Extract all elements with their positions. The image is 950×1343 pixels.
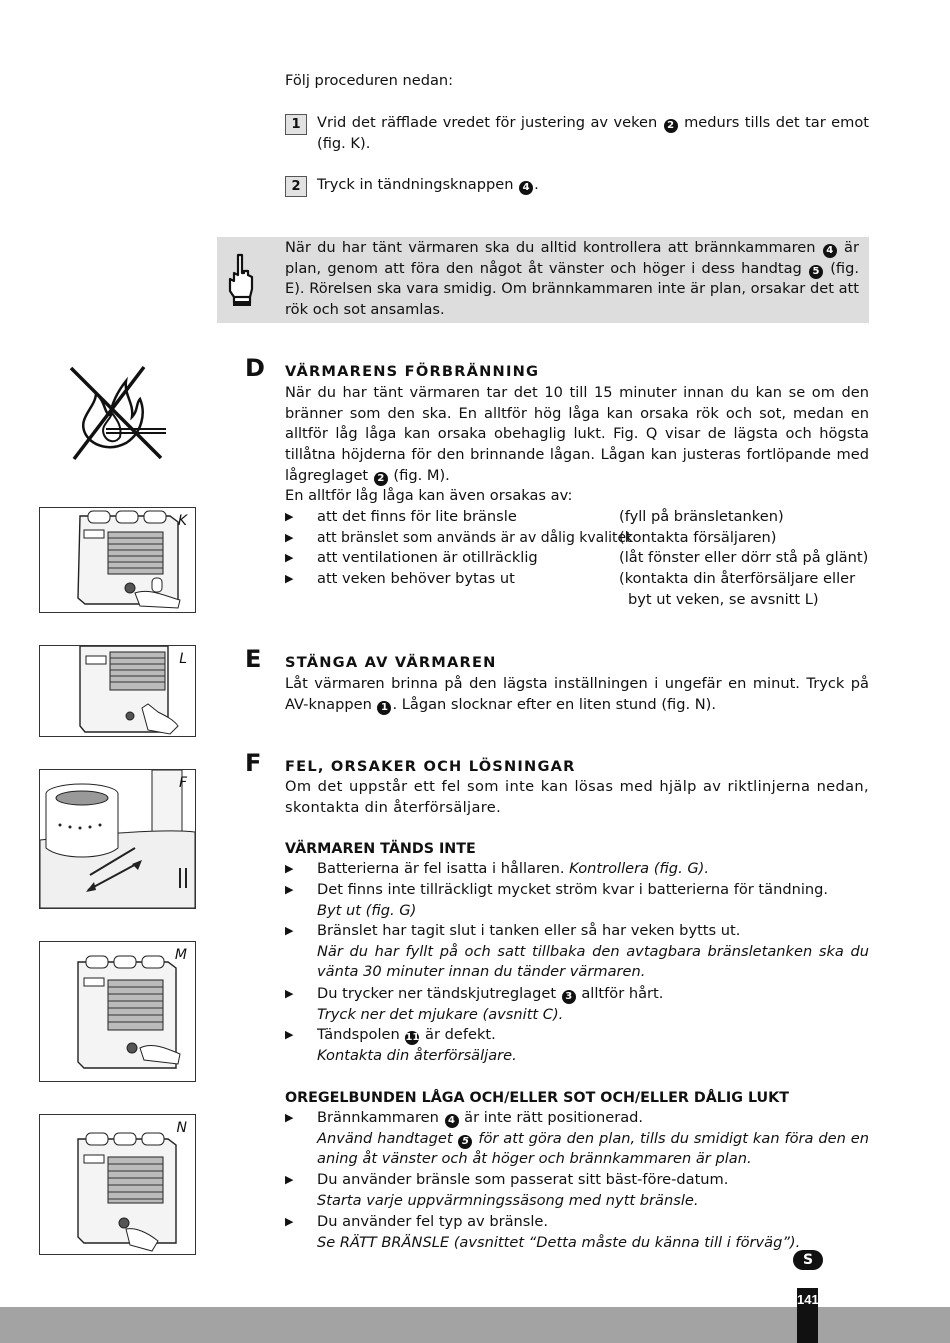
list-item: ▶ att det finns för lite bränsle (fyll på bränsletanken) bbox=[285, 508, 784, 525]
section-letter: D bbox=[245, 354, 265, 382]
figure-label: F bbox=[178, 775, 187, 791]
list-item-continuation: byt ut veken, se avsnitt L) bbox=[628, 591, 819, 608]
section-title: FEL, ORSAKER OCH LÖSNINGAR bbox=[285, 758, 576, 775]
part-number-badge: 1 bbox=[377, 701, 391, 715]
figure-m bbox=[39, 941, 196, 1082]
step-text: Tryck in tändningsknappen 4 . bbox=[317, 176, 539, 193]
heater-illustration bbox=[40, 942, 195, 1081]
part-number-badge: 2 bbox=[664, 119, 678, 133]
part-number-badge: 5 bbox=[809, 265, 823, 279]
figure-label: M bbox=[174, 947, 187, 963]
list-item: ▶ Du använder fel typ av bränsle. Se RÄTT BRÄNSLE (avsnittet “Detta måste du känna till i förväg”). bbox=[285, 1213, 801, 1251]
figure-f bbox=[39, 769, 196, 909]
list-item: ▶ Batterierna är fel isatta i hållaren. Kontrollera (fig. G). bbox=[285, 860, 709, 877]
section-title: STÄNGA AV VÄRMAREN bbox=[285, 654, 497, 671]
part-number-badge: 4 bbox=[519, 181, 533, 195]
list-item: ▶ Du trycker ner tändskjutreglaget 3 alltför hårt. Tryck ner det mjukare (avsnitt C). bbox=[285, 985, 664, 1023]
step-2 bbox=[285, 175, 869, 196]
list-item: ▶ att veken behöver bytas ut (kontakta din återförsäljare eller bbox=[285, 570, 856, 587]
figure-n bbox=[39, 1114, 196, 1255]
intro-text: Följ proceduren nedan: bbox=[285, 72, 454, 89]
part-number-badge: 5 bbox=[458, 1135, 472, 1149]
figure-k bbox=[39, 507, 196, 613]
figure-label: K bbox=[177, 513, 187, 529]
list-item: ▶ att ventilationen är otillräcklig (låt fönster eller dörr stå på glänt) bbox=[285, 549, 869, 566]
step-number: 2 bbox=[285, 176, 307, 197]
part-number-badge: 3 bbox=[562, 990, 576, 1004]
heater-illustration bbox=[40, 646, 195, 736]
list-item: ▶ Bränslet har tagit slut i tanken eller så har veken bytts ut. När du har fyllt på och satt tillbaka den avtagbara bränsletanken ska du vänta 30 minuter innan du tänder värmaren. bbox=[285, 922, 869, 981]
list-item: ▶ Du använder bränsle som passerat sitt bäst-före-datum. Starta varje uppvärmningssäsong med nytt bränsle. bbox=[285, 1171, 729, 1209]
section-letter: F bbox=[245, 749, 262, 777]
burner-illustration bbox=[40, 770, 195, 908]
note-box bbox=[217, 237, 869, 323]
language-badge: S bbox=[793, 1250, 823, 1270]
subheading: VÄRMAREN TÄNDS INTE bbox=[285, 841, 476, 857]
note-text: När du har tänt värmaren ska du alltid kontrollera att brännkammaren 4 är plan, genom att föra den något åt vänster och höger i dess handtag 5 (fig. E). Rörelsen ska vara smidig. Om brännkammaren inte är plan, orsakar det att rök och sot ansamlas. bbox=[285, 239, 859, 319]
figure-label: L bbox=[179, 651, 187, 667]
section-letter: E bbox=[245, 645, 262, 673]
section-body: Om det uppstår ett fel som inte kan lösas med hjälp av riktlinjerna nedan, skontakta din återförsäljare. bbox=[285, 778, 869, 816]
subheading: OREGELBUNDEN LÅGA OCH/ELLER SOT OCH/ELLER DÅLIG LUKT bbox=[285, 1090, 789, 1106]
page-number: 141 bbox=[797, 1288, 818, 1343]
figure-label: N bbox=[176, 1120, 187, 1136]
part-number-badge: 4 bbox=[445, 1114, 459, 1128]
list-item: ▶ Brännkammaren 4 är inte rätt positionerad. Använd handtaget 5 för att göra den plan, tills du smidigt kan föra den en aning åt vänster och åt höger och brännkammaren är plan. bbox=[285, 1109, 869, 1168]
part-number-badge: 11 bbox=[405, 1032, 420, 1043]
part-number-badge: 4 bbox=[823, 244, 837, 258]
pointing-hand-icon bbox=[225, 253, 255, 307]
part-number-badge: 2 bbox=[374, 472, 388, 486]
section-body: När du har tänt värmaren tar det 10 till 15 minuter innan du kan se om den bränner som den ska. En alltför hög låga kan orsaka rök och sot, medan en alltför låg låga kan orsaka obehaglig lukt. Fig. Q visar de lägsta och högsta tillåtna höjderna för den brinnande lågan. Lågan kan justeras fortlöpande med lågreglaget 2 (fig. M). bbox=[285, 384, 869, 484]
section-title: VÄRMARENS FÖRBRÄNNING bbox=[285, 363, 540, 380]
list-item: ▶ att bränslet som används är av dålig kvalitet (kontakta försäljaren) bbox=[285, 529, 777, 546]
step-number: 1 bbox=[285, 114, 307, 135]
step-text: Vrid det räfflade vredet för justering av veken 2 medurs tills det tar emot (fig. K). bbox=[317, 114, 869, 152]
section-body: Låt värmaren brinna på den lägsta inställningen i ungefär en minut. Tryck på AV-knappen 1 . Lågan slocknar efter en liten stund (fig. N). bbox=[285, 675, 869, 713]
no-fire-icon bbox=[66, 363, 170, 461]
step-1 bbox=[285, 113, 869, 154]
list-item: ▶ Det finns inte tillräckligt mycket ström kvar i batterierna för tändning. Byt ut (fig. G) bbox=[285, 881, 829, 919]
section-body: En alltför låg låga kan även orsakas av: bbox=[285, 487, 573, 504]
heater-illustration bbox=[40, 508, 195, 612]
figure-l bbox=[39, 645, 196, 737]
heater-illustration bbox=[40, 1115, 195, 1254]
list-item: ▶ Tändspolen 11 är defekt. Kontakta din återförsäljare. bbox=[285, 1026, 517, 1064]
